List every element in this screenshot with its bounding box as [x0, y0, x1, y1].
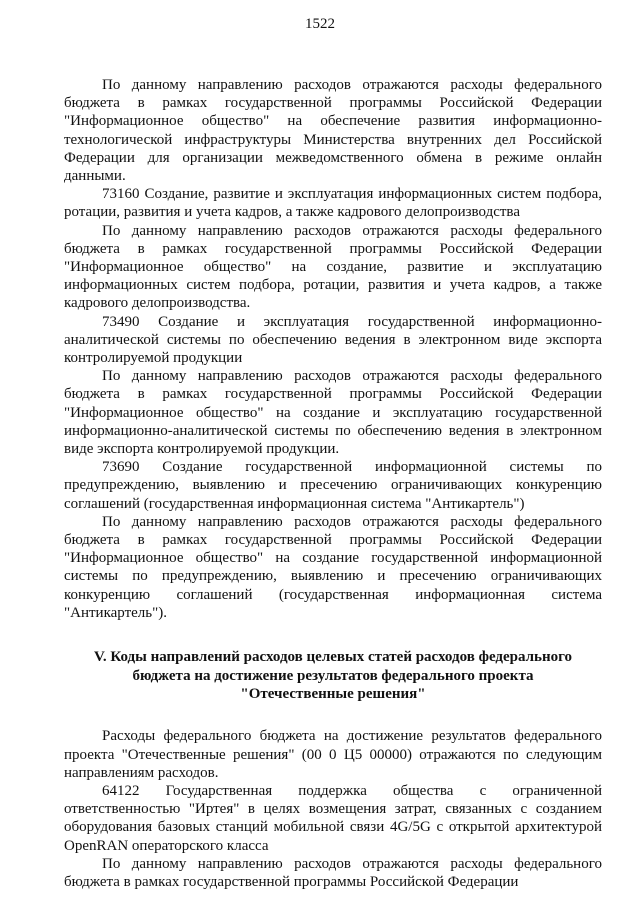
paragraph: По данному направлению расходов отражаются расходы федерального бюджета в рамках государственной программы Российской Федерации "Информационное общество" на создание государственной информационной системы по предупреждению, выявлению и пресечению ограничивающих конкуренцию соглашений (государственная информационная система "Антикартель").: [64, 513, 602, 621]
paragraph: Расходы федерального бюджета на достижение результатов федерального проекта "Отечественные решения" (00 0 Ц5 00000) отражаются по следующим направлениям расходов.: [64, 728, 602, 781]
section-heading-line: "Отечественные решения": [240, 685, 426, 702]
section-heading-line: бюджета на достижение результатов федерального проекта: [132, 667, 534, 684]
expense-code-paragraph: 64122 Государственная поддержка общества с ограниченной ответственностью "Иртея" в целях возмещения затрат, связанных с созданием оборудования базовых станций мобильной связи 4G/5G с открытой архитектурой OpenRAN операторского класса: [64, 782, 602, 854]
paragraph: По данному направлению расходов отражаются расходы федерального бюджета в рамках государственной программы Российской Федерации "Информационное общество" на обеспечение развития информационно-технологической инфраструктуры Министерства внутренних дел Российской Федерации для организации межведомственного обмена в режиме онлайн данными.: [64, 77, 602, 185]
expense-code-paragraph: 73690 Создание государственной информационной системы по предупреждению, выявлению и пресечению ограничивающих конкуренцию соглашений (государственная информационная система "Антикартель"): [64, 459, 602, 512]
paragraph: По данному направлению расходов отражаются расходы федерального бюджета в рамках государственной программы Российской Федерации "Информационное общество" на создание, развитие и эксплуатацию информационных систем подбора, ротации, развития и учета кадров, а также кадрового делопроизводства.: [64, 222, 602, 312]
document-body: [64, 76, 602, 891]
section-heading-line: V. Коды направлений расходов целевых статей расходов федерального: [93, 649, 573, 666]
paragraph: По данному направлению расходов отражаются расходы федерального бюджета в рамках государственной программы Российской Федерации: [64, 855, 602, 890]
expense-code-paragraph: 73490 Создание и эксплуатация государственной информационно-аналитической системы по обеспечению ведения в электронном виде экспорта контролируемой продукции: [64, 313, 602, 367]
paragraph: По данному направлению расходов отражаются расходы федерального бюджета в рамках государственной программы Российской Федерации "Информационное общество" на создание и эксплуатацию государственной информационно-аналитической системы по обеспечению ведения в электронном виде экспорта контролируемой продукции.: [64, 368, 602, 458]
expense-code-paragraph: 73160 Создание, развитие и эксплуатация информационных систем подбора, ротации, развития и учета кадров, а также кадрового делопроизводства: [64, 186, 602, 221]
section-heading: [64, 648, 602, 703]
page-number: 1522: [305, 16, 335, 32]
